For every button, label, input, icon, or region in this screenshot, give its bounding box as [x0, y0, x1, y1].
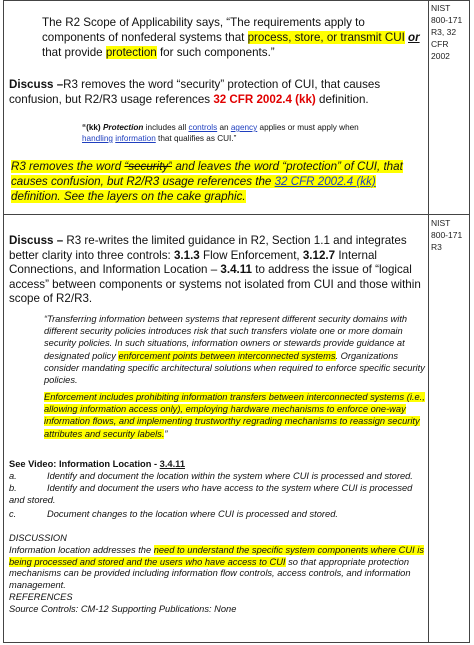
- row-divider: [4, 214, 469, 215]
- row1-reference: NIST 800-171 R3, 32 CFR 2002: [431, 3, 463, 61]
- highlighted-note: R3 removes the word “security” and leaves the word “protection” of CUI, that causes confusion, but R2/R3 usage references the 32 CFR 2002.4 (kk) definition. See the layers on the cake graphic.: [11, 160, 403, 203]
- handling-link[interactable]: handling: [82, 134, 113, 143]
- discuss-paragraph-2: Discuss – R3 re-writes the limited guidance in R2, Section 1.1 and integrates better clarity into three controls: 3.1.3 Flow Enforcement, 3.12.7 Internal Connections, and Information Location – 3.4.11 to address the issue of “logical access” between components or systems not isolated from CUI and those within scope of R2/R3.: [9, 234, 421, 305]
- video-link[interactable]: 3.4.11: [159, 459, 186, 469]
- cfr-link[interactable]: 32 CFR 2002.4 (kk): [274, 175, 376, 188]
- list-item: c. Document changes to the location where CUI is processed and stored.: [9, 509, 338, 519]
- scope-quote: The R2 Scope of Applicability says, “The requirements apply to components of nonfederal systems that process, store, or transmit CUI or that provide protection for such components.”: [42, 16, 420, 59]
- agency-link[interactable]: agency: [230, 123, 258, 132]
- document-table: [3, 0, 470, 643]
- discussion-heading: DISCUSSION: [9, 533, 67, 543]
- source-controls: Source Controls: CM-12 Supporting Publications: None: [9, 603, 237, 614]
- enforcement-quote: Enforcement includes prohibiting information transfers between interconnected systems (i.e., allowing information access only), employing hardware mechanisms to enforce one-way information flows, and implementing trustworthy regrading mechanisms to reassign security attributes and security labels.”: [44, 392, 425, 439]
- discussion-text: Information location addresses the need to understand the specific system components where CUI is being processed and stored and the users who have access to CUI so that appropriate protection mechanisms can be provided including information flow controls, access controls, and information management.: [9, 544, 424, 591]
- column-divider: [428, 1, 429, 642]
- row2-reference: NIST 800-171 R3: [431, 218, 463, 252]
- information-link[interactable]: information: [115, 134, 156, 143]
- references-heading: REFERENCES: [9, 591, 73, 602]
- list-item: b. Identify and document the users who have access to the system where CUI is processed and stored.: [9, 483, 413, 505]
- cfr-definition: “(kk) Protection includes all controls an agency applies or must apply when handling information that qualifies as CUI.”: [82, 123, 359, 143]
- controls-link[interactable]: controls: [188, 123, 218, 132]
- transfer-quote: “Transferring information between systems that represent different security domains with different security policies introduces risk that such transfers violate one or more domain security policies. In such situations, information owners or stewards provide guidance at designated policy enforcement points between interconnected systems. Organizations consider mandating specific architectural solutions when required to enforce specific security policies.: [44, 314, 425, 386]
- requirements-list: [9, 470, 426, 520]
- see-video: See Video: Information Location - 3.4.11: [9, 459, 186, 469]
- discussion-section: [9, 533, 426, 616]
- list-item: a. Identify and document the location within the system where CUI is processed and stored.: [9, 471, 413, 481]
- discuss-paragraph-1: Discuss –R3 removes the word “security” protection of CUI, that causes confusion, but R2/R3 usage references 32 CFR 2002.4 (kk) definition.: [9, 78, 381, 106]
